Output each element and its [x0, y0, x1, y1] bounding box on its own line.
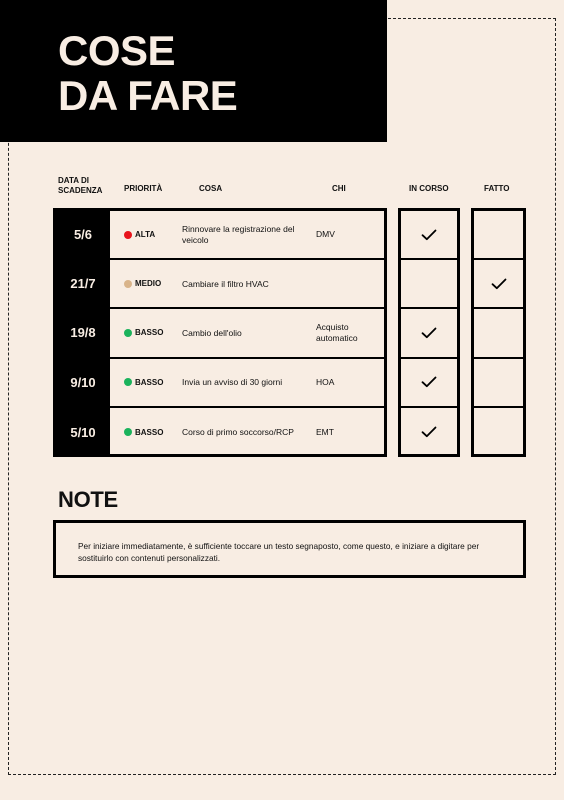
- table-row: [56, 309, 384, 358]
- task-description[interactable]: Cambio dell'olio: [182, 327, 242, 338]
- due-date: 9/10: [56, 359, 110, 406]
- check-icon: [491, 278, 507, 290]
- header-due-date: [58, 176, 102, 196]
- priority-label[interactable]: ALTA: [135, 230, 156, 240]
- priority-dot-icon: [124, 329, 132, 337]
- notes-title: NOTE: [58, 487, 118, 512]
- task-description[interactable]: Cambiare il filtro HVAC: [182, 278, 269, 289]
- table-row: [56, 408, 384, 457]
- done-checkbox[interactable]: [474, 211, 523, 260]
- priority-label[interactable]: BASSO: [135, 427, 164, 437]
- due-date: 5/6: [56, 211, 110, 258]
- in-progress-checkbox[interactable]: [401, 408, 457, 457]
- task-owner[interactable]: EMT: [316, 427, 334, 438]
- header-done: FATTO: [484, 184, 510, 193]
- header-in-progress: IN CORSO: [409, 184, 449, 193]
- task-description[interactable]: Corso di primo soccorso/RCP: [182, 427, 294, 438]
- header-what: COSA: [199, 184, 223, 193]
- task-description[interactable]: Invia un avviso di 30 giorni: [182, 376, 283, 387]
- check-icon: [421, 229, 437, 241]
- priority-label[interactable]: MEDIO: [135, 279, 162, 289]
- priority-cell: [110, 408, 182, 457]
- priority-cell: [110, 260, 182, 307]
- task-description[interactable]: Rinnovare la registrazione del veicolo: [182, 224, 295, 245]
- check-icon: [421, 327, 437, 339]
- in-progress-column: [398, 208, 460, 457]
- in-progress-checkbox[interactable]: [401, 211, 457, 260]
- done-checkbox[interactable]: [474, 309, 523, 358]
- check-icon: [421, 426, 437, 438]
- task-owner[interactable]: [316, 260, 384, 307]
- header-due-date-line-1: DATA DI: [58, 176, 89, 185]
- done-column: [471, 208, 526, 457]
- priority-cell: [110, 211, 182, 258]
- priority-dot-icon: [124, 428, 132, 436]
- task-owner[interactable]: DMV: [316, 229, 335, 240]
- table-row: [56, 211, 384, 260]
- priority-label[interactable]: BASSO: [135, 377, 164, 387]
- priority-cell: [110, 359, 182, 406]
- page-title-line-2: DA FARE: [58, 72, 238, 119]
- task-owner[interactable]: Acquisto automatico: [316, 322, 358, 343]
- priority-label[interactable]: BASSO: [135, 328, 164, 338]
- done-checkbox[interactable]: [474, 359, 523, 408]
- notes-text[interactable]: Per iniziare immediatamente, è sufficiente toccare un testo segnaposto, come questo, e iniziare a digitare per sostituirlo con contenuti personalizzati.: [78, 541, 480, 563]
- done-checkbox[interactable]: [474, 260, 523, 309]
- due-date: 19/8: [56, 309, 110, 356]
- done-checkbox[interactable]: [474, 408, 523, 457]
- due-date: 5/10: [56, 408, 110, 457]
- header-who: CHI: [332, 184, 346, 193]
- in-progress-checkbox[interactable]: [401, 309, 457, 358]
- header-priority: PRIORITÀ: [124, 184, 163, 193]
- task-owner[interactable]: HOA: [316, 376, 335, 387]
- priority-dot-icon: [124, 280, 132, 288]
- priority-dot-icon: [124, 378, 132, 386]
- table-row: [56, 260, 384, 309]
- page-title-line-1: COSE: [58, 27, 176, 74]
- title-block: [0, 0, 387, 142]
- check-icon: [421, 376, 437, 388]
- priority-cell: [110, 309, 182, 356]
- due-date: 21/7: [56, 260, 110, 307]
- task-table: [53, 208, 387, 457]
- notes-box[interactable]: [53, 520, 526, 578]
- in-progress-checkbox[interactable]: [401, 260, 457, 309]
- table-row: [56, 359, 384, 408]
- header-due-date-line-2: SCADENZA: [58, 186, 103, 195]
- priority-dot-icon: [124, 231, 132, 239]
- in-progress-checkbox[interactable]: [401, 359, 457, 408]
